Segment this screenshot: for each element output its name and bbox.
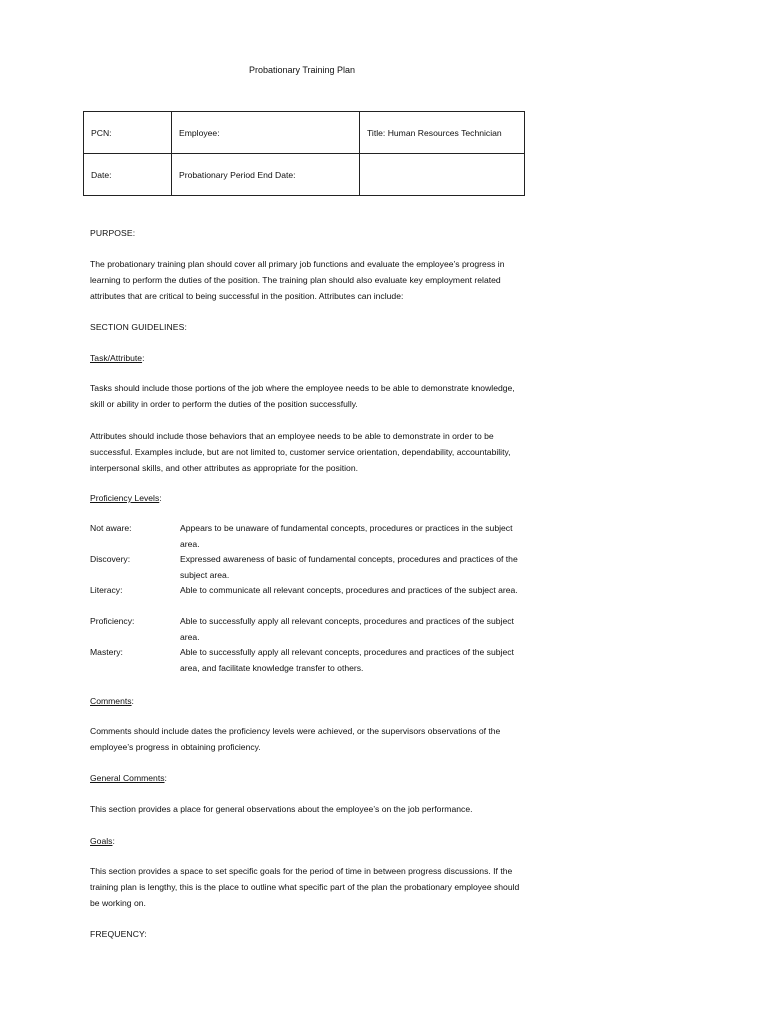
pcn-cell: PCN:	[84, 112, 172, 154]
comments-heading: Comments:	[90, 696, 134, 706]
level-item	[90, 645, 520, 676]
date-cell: Date:	[84, 154, 172, 196]
info-table	[83, 111, 525, 196]
level-desc: Appears to be unaware of fundamental concepts, procedures or practices in the subject area.	[180, 523, 513, 549]
level-item	[90, 583, 520, 599]
general-comments-heading: General Comments:	[90, 773, 167, 783]
level-term: Proficiency:	[90, 616, 135, 626]
table-row	[84, 154, 525, 196]
comments-text: Comments should include dates the proficiency levels were achieved, or the supervisors observations of the employee’s progress in obtaining proficiency.	[90, 726, 501, 752]
level-item	[90, 552, 520, 583]
task-text: Tasks should include those portions of the job where the employee needs to be able to demonstrate knowledge, skill or ability in order to perform the duties of the position successfully.	[90, 383, 515, 409]
general-comments-label: General Comments	[90, 773, 165, 783]
level-desc: Able to successfully apply all relevant concepts, procedures and practices of the subject area, and facilitate knowledge transfer to others.	[180, 647, 514, 673]
empty-cell	[360, 154, 525, 196]
section-guidelines-heading: SECTION GUIDELINES:	[90, 322, 187, 332]
level-desc: Expressed awareness of basic of fundamental concepts, procedures and practices of the subject area.	[180, 554, 518, 580]
comments-label: Comments	[90, 696, 132, 706]
level-item	[90, 614, 520, 645]
task-attribute-label: Task/Attribute	[90, 353, 143, 363]
document-title: Probationary Training Plan	[248, 65, 356, 75]
level-desc: Able to communicate all relevant concepts, procedures and practices of the subject area.	[180, 585, 518, 595]
general-comments-text: This section provides a place for general observations about the employee’s on the job performance.	[90, 804, 473, 814]
goals-label: Goals	[90, 836, 113, 846]
level-item	[90, 521, 520, 552]
level-term: Discovery:	[90, 554, 131, 564]
proficiency-levels-heading: Proficiency Levels:	[90, 493, 162, 503]
level-desc: Able to successfully apply all relevant concepts, procedures and practices of the subject area.	[180, 616, 514, 642]
task-attribute-heading: Task/Attribute:	[90, 353, 145, 363]
attribute-text: Attributes should include those behaviors that an employee needs to be able to demonstrate in order to be successful. Examples include, but are not limited to, customer service orientation, dependability, accountability, interpersonal skills, and other attributes as appropriate for the position.	[90, 431, 511, 473]
period-end-cell: Probationary Period End Date:	[172, 154, 360, 196]
level-term: Mastery:	[90, 647, 123, 657]
frequency-heading: FREQUENCY:	[90, 929, 147, 939]
level-term: Not aware:	[90, 523, 132, 533]
proficiency-levels-label: Proficiency Levels	[90, 493, 160, 503]
purpose-heading: PURPOSE:	[90, 228, 136, 238]
employee-cell: Employee:	[172, 112, 360, 154]
goals-heading: Goals:	[90, 836, 115, 846]
title-cell: Title: Human Resources Technician	[360, 112, 525, 154]
level-term: Literacy:	[90, 585, 123, 595]
table-row	[84, 112, 525, 154]
purpose-text: The probationary training plan should cover all primary job functions and evaluate the employee’s progress in learning to perform the duties of the position. The training plan should also evaluate key employment related attributes that are critical to being successful in the position. Attributes can include:	[90, 259, 505, 301]
goals-text: This section provides a space to set specific goals for the period of time in between progress discussions. If the training plan is lengthy, this is the place to outline what specific part of the plan the probationary employee should be working on.	[90, 866, 520, 908]
